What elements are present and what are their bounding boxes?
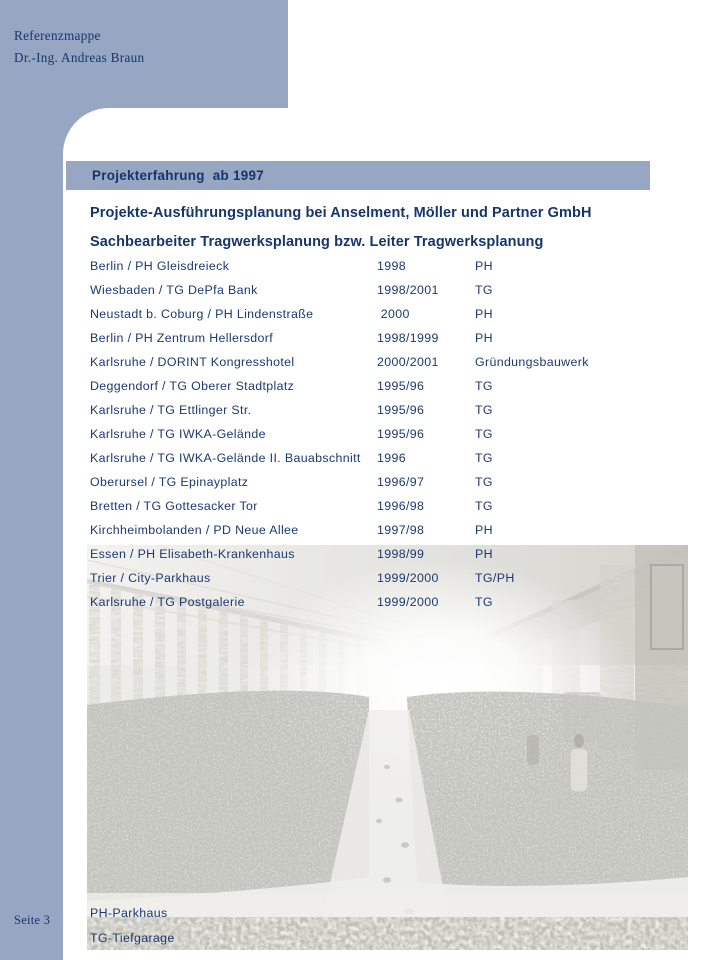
project-type: TG [475, 427, 493, 441]
project-years: 2000 [377, 307, 410, 321]
project-row [90, 374, 670, 398]
project-row [90, 542, 670, 566]
project-years: 1997/98 [377, 523, 425, 537]
section-header-bar [66, 161, 650, 190]
project-type: PH [475, 547, 493, 561]
project-row [90, 326, 670, 350]
legend-tg: TG-Tiefgarage [90, 931, 175, 945]
project-type: TG [475, 475, 493, 489]
sidebar-strip [0, 0, 63, 960]
project-name: Deggendorf / TG Oberer Stadtplatz [90, 379, 295, 393]
project-type: PH [475, 523, 493, 537]
author-name: Dr.-Ing. Andreas Braun [14, 50, 145, 65]
project-row [90, 254, 670, 278]
project-name: Trier / City-Parkhaus [90, 571, 211, 585]
project-type: TG [475, 403, 493, 417]
project-type: Gründungsbauwerk [475, 355, 589, 369]
project-years: 1996/97 [377, 475, 425, 489]
project-years: 1998 [377, 259, 406, 273]
project-name: Berlin / PH Zentrum Hellersdorf [90, 331, 273, 345]
project-years: 1995/96 [377, 403, 425, 417]
project-row [90, 398, 670, 422]
project-name: Essen / PH Elisabeth-Krankenhaus [90, 547, 295, 561]
project-type: TG [475, 499, 493, 513]
project-type: PH [475, 259, 493, 273]
project-years: 1999/2000 [377, 571, 439, 585]
project-type: PH [475, 331, 493, 345]
portfolio-title: Referenzmappe [14, 28, 101, 43]
project-name: Karlsruhe / TG Ettlinger Str. [90, 403, 252, 417]
project-type: PH [475, 307, 493, 321]
project-years: 2000/2001 [377, 355, 439, 369]
project-type: TG [475, 379, 493, 393]
project-name: Bretten / TG Gottesacker Tor [90, 499, 258, 513]
project-row [90, 470, 670, 494]
owner-block [14, 25, 144, 69]
project-name: Neustadt b. Coburg / PH Lindenstraße [90, 307, 314, 321]
project-row [90, 446, 670, 470]
page-number: Seite 3 [14, 913, 51, 927]
section-title: Projekterfahrung ab 1997 [92, 168, 264, 183]
company-heading: Projekte-Ausführungsplanung bei Anselment, Möller und Partner GmbH [90, 205, 592, 221]
project-years: 1998/1999 [377, 331, 439, 345]
projects-table [90, 254, 670, 614]
project-row [90, 422, 670, 446]
project-type: TG [475, 595, 493, 609]
project-name: Berlin / PH Gleisdreieck [90, 259, 230, 273]
project-name: Karlsruhe / DORINT Kongresshotel [90, 355, 295, 369]
project-years: 1996/98 [377, 499, 425, 513]
project-years: 1996 [377, 451, 406, 465]
project-name: Karlsruhe / TG Postgalerie [90, 595, 245, 609]
project-row [90, 566, 670, 590]
type-legend [90, 901, 175, 951]
project-years: 1995/96 [377, 427, 425, 441]
role-heading: Sachbearbeiter Tragwerksplanung bzw. Leiter Tragwerksplanung [90, 234, 544, 250]
project-row [90, 302, 670, 326]
project-years: 1999/2000 [377, 595, 439, 609]
project-name: Wiesbaden / TG DePfa Bank [90, 283, 258, 297]
project-type: TG [475, 451, 493, 465]
project-row [90, 590, 670, 614]
project-name: Oberursel / TG Epinayplatz [90, 475, 249, 489]
project-name: Karlsruhe / TG IWKA-Gelände II. Bauabschnitt [90, 451, 361, 465]
legend-ph: PH-Parkhaus [90, 906, 168, 920]
project-years: 1995/96 [377, 379, 425, 393]
project-row [90, 494, 670, 518]
project-row [90, 518, 670, 542]
project-years: 1998/99 [377, 547, 425, 561]
project-row [90, 350, 670, 374]
project-row [90, 278, 670, 302]
project-type: TG [475, 283, 493, 297]
project-name: Kirchheimbolanden / PD Neue Allee [90, 523, 299, 537]
project-years: 1998/2001 [377, 283, 439, 297]
project-name: Karlsruhe / TG IWKA-Gelände [90, 427, 266, 441]
project-type: TG/PH [475, 571, 515, 585]
